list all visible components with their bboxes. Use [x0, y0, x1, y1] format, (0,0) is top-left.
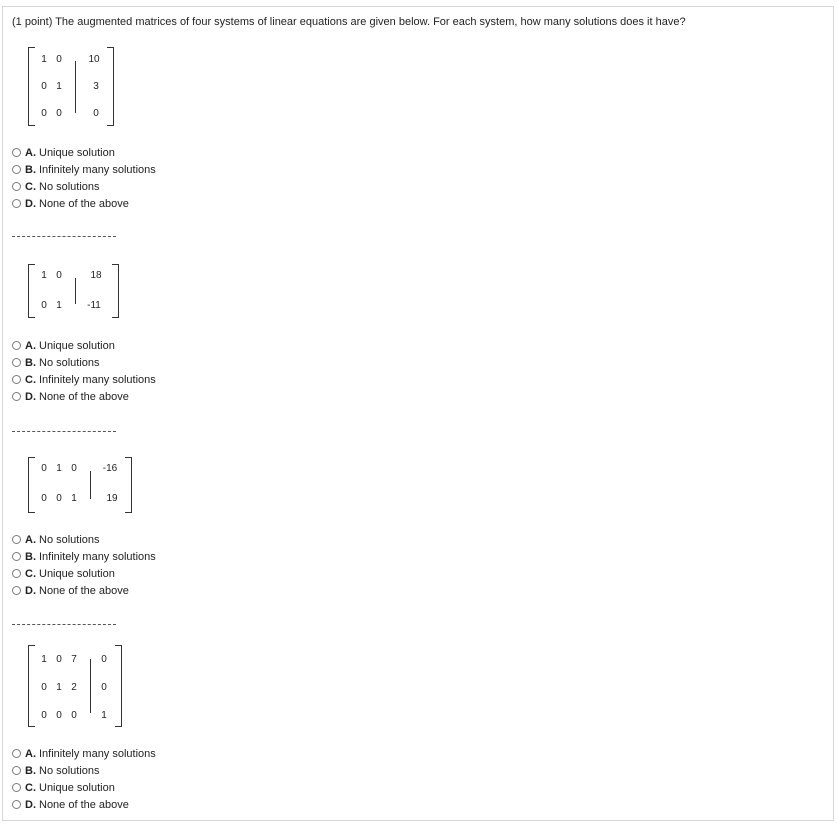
radio-button[interactable] [12, 552, 21, 561]
choice-c[interactable]: C. Unique solution [12, 779, 156, 796]
matrix-cell: 0 [56, 654, 62, 665]
choices-1 [12, 144, 156, 212]
radio-button[interactable] [12, 800, 21, 809]
matrix-cell: 0 [101, 654, 107, 665]
augment-line [75, 61, 76, 113]
choices-4 [12, 745, 156, 813]
matrix-cell: 1 [41, 54, 47, 65]
choice-d[interactable]: D. None of the above [12, 388, 156, 405]
choice-a[interactable]: A. Unique solution [12, 337, 156, 354]
matrix-cell: 1 [101, 710, 107, 721]
separator [12, 236, 116, 237]
matrix-4 [28, 645, 122, 727]
choice-b[interactable]: B. Infinitely many solutions [12, 161, 156, 178]
choice-c[interactable]: C. Infinitely many solutions [12, 371, 156, 388]
matrix-cell: 1 [41, 654, 47, 665]
choice-d[interactable]: D. None of the above [12, 796, 156, 813]
right-bracket [112, 264, 119, 318]
matrix-cell: 0 [41, 463, 47, 474]
matrix-cell: 0 [71, 710, 77, 721]
choice-b[interactable]: B. Infinitely many solutions [12, 548, 156, 565]
right-bracket [107, 47, 114, 126]
separator [12, 431, 116, 432]
separator [12, 624, 116, 625]
radio-button[interactable] [12, 749, 21, 758]
matrix-cell: 0 [41, 493, 47, 504]
radio-button[interactable] [12, 165, 21, 174]
augment-line [90, 659, 91, 713]
matrix-cell: 0 [56, 108, 62, 119]
choice-a[interactable]: A. Unique solution [12, 144, 156, 161]
matrix-cell: 0 [101, 682, 107, 693]
matrix-cell: 0 [56, 54, 62, 65]
matrix-cell: 0 [41, 300, 47, 311]
matrix-cell: 7 [71, 654, 77, 665]
matrix-cell: 1 [56, 682, 62, 693]
radio-button[interactable] [12, 569, 21, 578]
radio-button[interactable] [12, 783, 21, 792]
problem-frame [2, 6, 834, 821]
radio-button[interactable] [12, 766, 21, 775]
choice-a[interactable]: A. No solutions [12, 531, 156, 548]
matrix-cell: 0 [41, 108, 47, 119]
choices-3 [12, 531, 156, 599]
matrix-cell: 18 [90, 270, 102, 281]
choice-d[interactable]: D. None of the above [12, 195, 156, 212]
radio-button[interactable] [12, 392, 21, 401]
choice-c[interactable]: C. No solutions [12, 178, 156, 195]
matrix-2 [28, 264, 119, 318]
matrix-cell: 2 [71, 682, 77, 693]
question-text: (1 point) The augmented matrices of four systems of linear equations are given below. For each system, how many solutions does it have? [12, 16, 686, 28]
right-bracket [115, 645, 122, 727]
matrix-cell: 0 [56, 710, 62, 721]
choice-b[interactable]: B. No solutions [12, 762, 156, 779]
matrix-cell: 0 [93, 108, 99, 119]
augment-line [90, 471, 91, 499]
choice-a[interactable]: A. Infinitely many solutions [12, 745, 156, 762]
matrix-cell: 1 [56, 81, 62, 92]
choices-2 [12, 337, 156, 405]
radio-button[interactable] [12, 586, 21, 595]
matrix-cell: 1 [56, 463, 62, 474]
matrix-3 [28, 457, 132, 513]
matrix-cell: 0 [56, 493, 62, 504]
matrix-cell: 1 [41, 270, 47, 281]
matrix-cell: 0 [56, 270, 62, 281]
radio-button[interactable] [12, 535, 21, 544]
matrix-cell: 3 [93, 81, 99, 92]
matrix-cell: 0 [41, 81, 47, 92]
radio-button[interactable] [12, 341, 21, 350]
matrix-cell: 1 [71, 493, 77, 504]
choice-b[interactable]: B. No solutions [12, 354, 156, 371]
matrix-cell: 19 [106, 493, 118, 504]
radio-button[interactable] [12, 182, 21, 191]
radio-button[interactable] [12, 148, 21, 157]
choice-d[interactable]: D. None of the above [12, 582, 156, 599]
matrix-cell: 0 [41, 710, 47, 721]
matrix-1 [28, 47, 114, 126]
matrix-cell: 0 [41, 682, 47, 693]
matrix-cell: -16 [102, 463, 118, 474]
radio-button[interactable] [12, 199, 21, 208]
matrix-cell: -11 [87, 300, 101, 311]
augment-line [75, 278, 76, 304]
choice-c[interactable]: C. Unique solution [12, 565, 156, 582]
matrix-cell: 0 [71, 463, 77, 474]
radio-button[interactable] [12, 375, 21, 384]
radio-button[interactable] [12, 358, 21, 367]
right-bracket [125, 457, 132, 513]
matrix-cell: 1 [56, 300, 62, 311]
matrix-cell: 10 [88, 54, 100, 65]
